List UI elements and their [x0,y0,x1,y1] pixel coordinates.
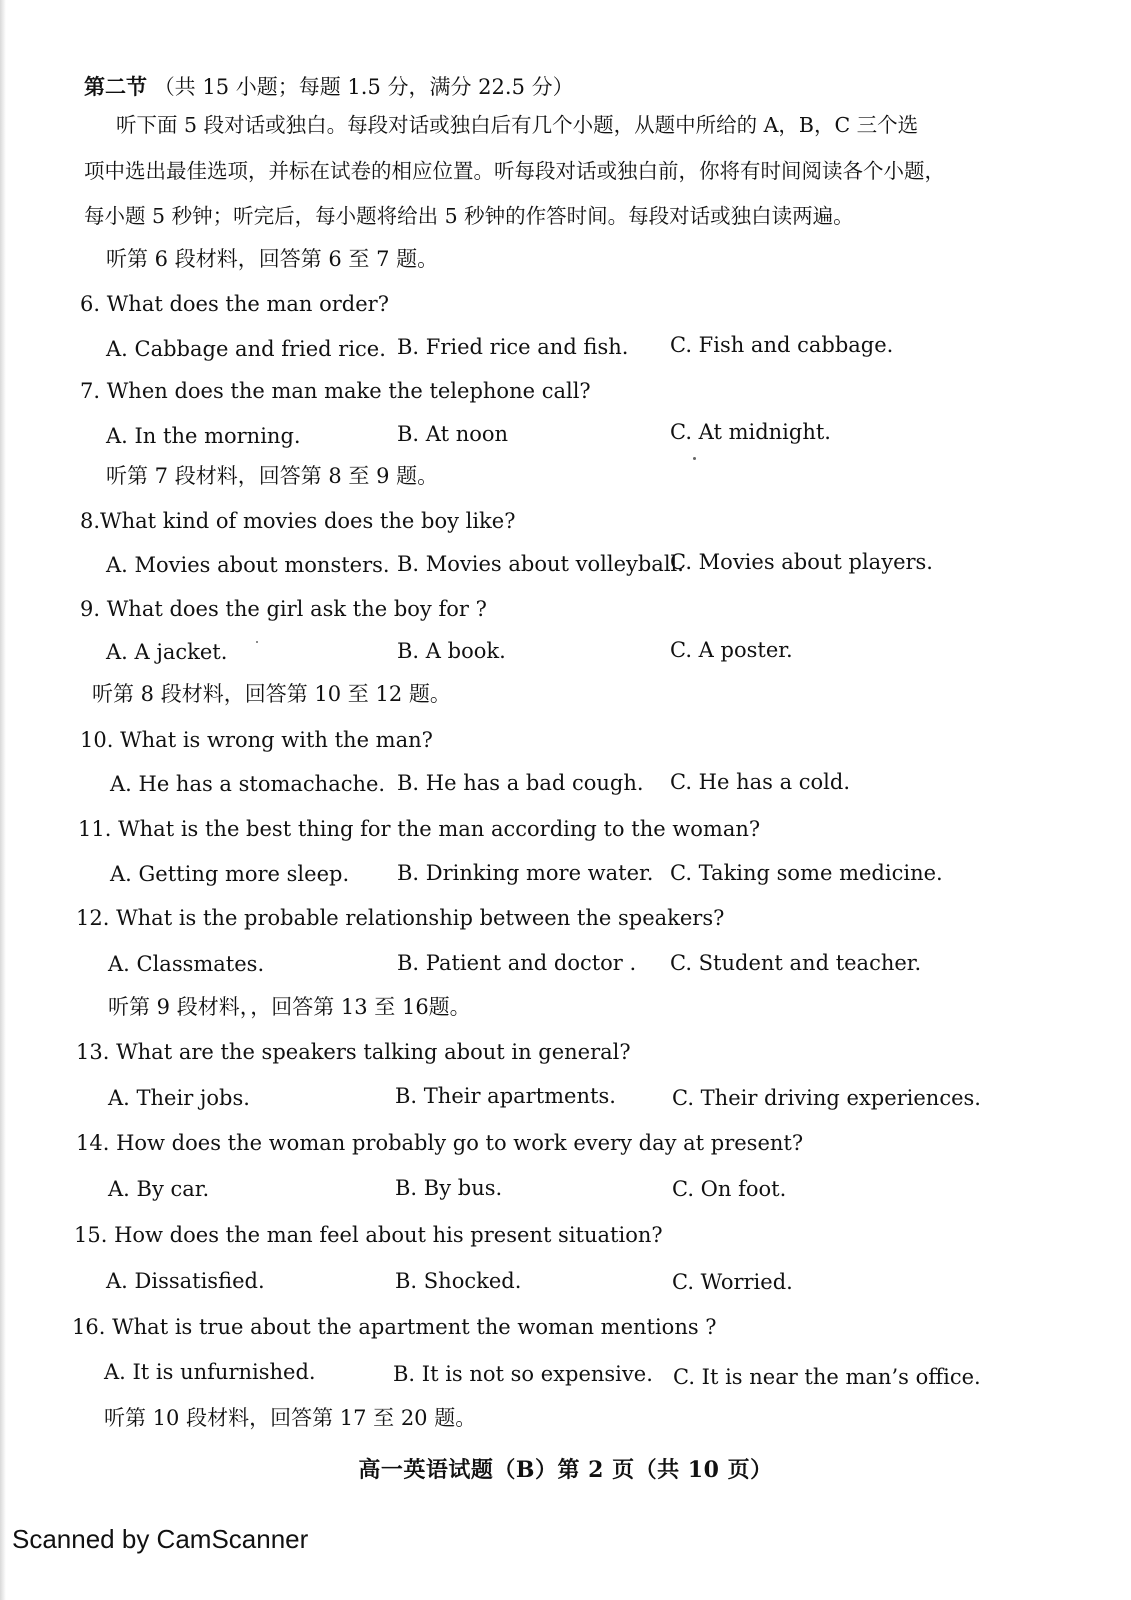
option-c: C. At midnight. [670,420,831,444]
option-b: B. Shocked. [395,1269,522,1293]
section-title: 第二节 [84,74,147,99]
option-a: A. Their jobs. [108,1086,250,1110]
material-label: 听第 8 段材料，回答第 10 至 12 题。 [92,682,451,706]
option-a: A. By car. [108,1177,210,1201]
section-header [84,74,574,100]
option-a: A. Dissatisfied. [106,1269,265,1293]
option-a: A. In the morning. [106,424,301,448]
option-a: A. He has a stomachache. [110,772,386,796]
option-b: B. Their apartments. [395,1084,616,1108]
question-text: 10. What is wrong with the man? [80,728,433,752]
option-c: C. Fish and cabbage. [670,333,894,357]
option-c: C. Taking some medicine. [670,861,943,885]
material-label: 听第 7 段材料，回答第 8 至 9 题。 [106,464,439,488]
option-c: C. A poster. [670,638,793,662]
option-c: C. Student and teacher. [670,951,922,975]
question-text: 7. When does the man make the telephone call? [80,379,591,403]
option-b: B. At noon [397,422,509,446]
option-c: C. On foot. [672,1177,787,1201]
option-a: A. Movies about monsters. [106,553,390,577]
instruction-line: 每小题 5 秒钟；听完后，每小题将给出 5 秒钟的作答时间。每段对话或独白读两遍。 [84,204,854,228]
material-label: 听第 6 段材料，回答第 6 至 7 题。 [106,247,439,271]
option-a: A. Cabbage and fried rice. [106,337,386,361]
page-footer: 高一英语试题（B）第 2 页（共 10 页） [358,1457,773,1483]
option-c: C. Movies about players. [670,550,933,574]
option-b: B. A book. [397,639,506,663]
material-label: 听第 9 段材料，，回答第 13 至 16题。 [108,995,471,1019]
option-a: A. It is unfurnished. [104,1360,316,1384]
option-b: B. Drinking more water. [397,861,654,885]
question-text: 13. What are the speakers talking about in general? [76,1040,631,1064]
question-text: 9. What does the girl ask the boy for ? [80,597,487,621]
instruction-line: 听下面 5 段对话或独白。每段对话或独白后有几个小题，从题中所给的 A，B，C 三个选 [116,113,919,137]
option-b: B. Patient and doctor . [397,951,637,975]
option-b: B. He has a bad cough. [397,771,644,795]
question-text: 11. What is the best thing for the man according to the woman? [78,817,761,841]
option-a: A. Getting more sleep. [110,862,350,886]
question-text: 15. How does the man feel about his present situation? [74,1223,663,1247]
scan-speck [693,457,696,460]
question-text: 12. What is the probable relationship between the speakers? [76,906,725,930]
scan-edge-shadow [0,0,6,1600]
question-text: 14. How does the woman probably go to work every day at present? [76,1131,804,1155]
question-text: 6. What does the man order? [80,292,389,316]
option-a: A. A jacket. [106,640,228,664]
option-c: C. Their driving experiences. [672,1086,981,1110]
scanner-watermark: Scanned by CamScanner [12,1524,309,1554]
option-c: C. He has a cold. [670,770,851,794]
option-b: B. It is not so expensive. [393,1362,653,1386]
question-text: 8.What kind of movies does the boy like? [80,509,516,533]
section-info: （共 15 小题；每题 1.5 分，满分 22.5 分） [153,75,574,99]
question-text: 16. What is true about the apartment the woman mentions ? [72,1315,717,1339]
option-a: A. Classmates. [108,952,265,976]
option-c: C. Worried. [672,1270,793,1294]
instruction-line: 项中选出最佳选项，并标在试卷的相应位置。听每段对话或独白前，你将有时间阅读各个小题， [84,159,945,183]
option-b: B. Fried rice and fish. [397,335,629,359]
option-b: B. Movies about volleyball. [397,552,684,576]
material-label: 听第 10 段材料，回答第 17 至 20 题。 [104,1406,477,1430]
scan-speck [256,641,258,643]
option-c: C. It is near the man’s office. [673,1365,981,1389]
option-b: B. By bus. [395,1176,503,1200]
